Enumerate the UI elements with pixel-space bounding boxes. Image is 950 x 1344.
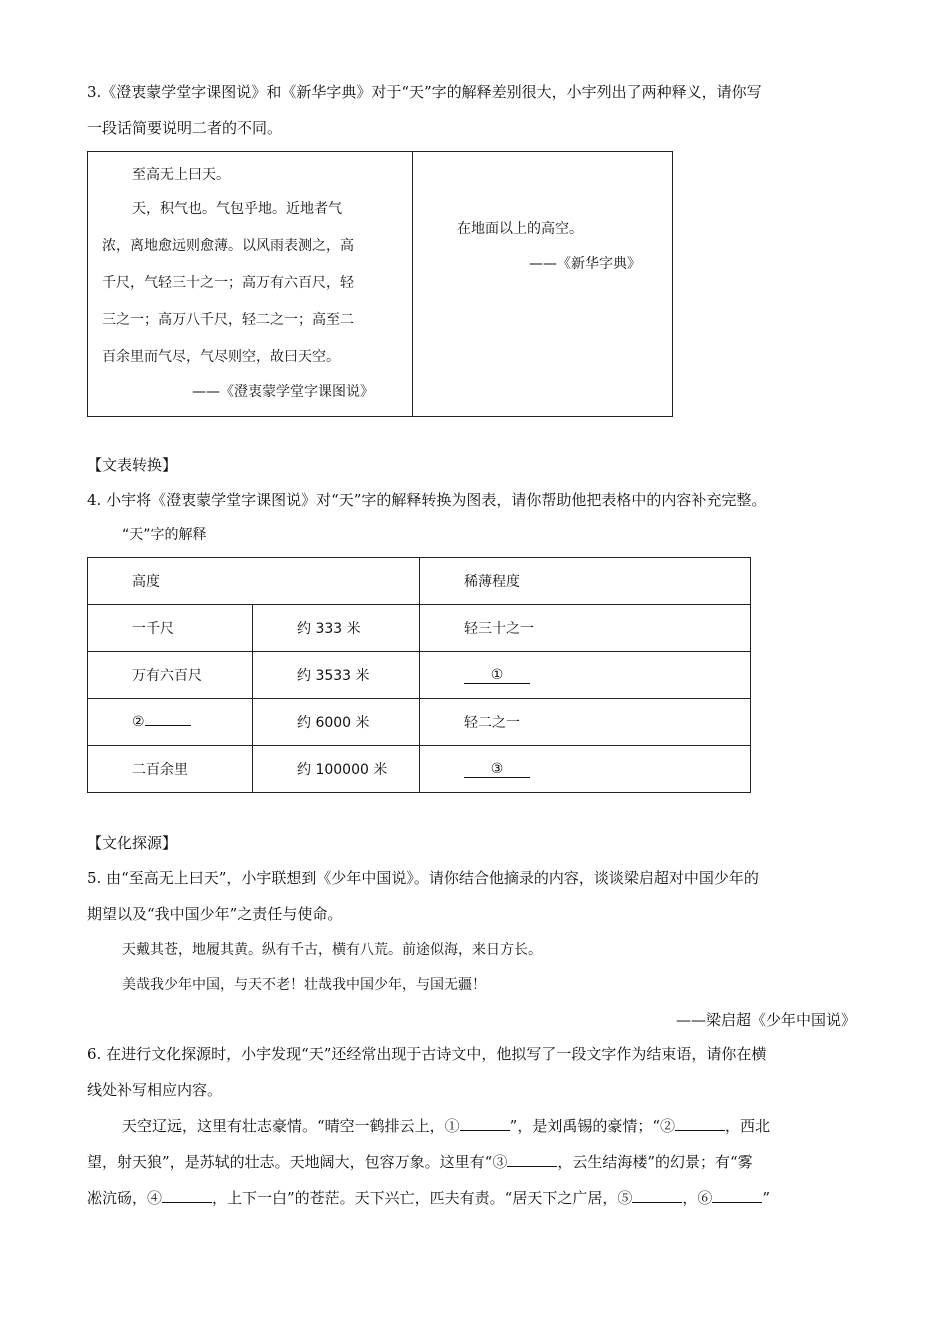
q6-text: ”，是刘禹锡的豪情；“② (509, 1117, 676, 1135)
cell-meters: 约 100000 米 (253, 746, 420, 793)
q3-prompt-line1: 3.《澄衷蒙学堂字课图说》和《新华字典》对于“天”字的解释差别很大，小宇列出了两种释义，请你写 (87, 83, 762, 101)
q3-left-line: 天，积气也。气包乎地。近地者气 (132, 201, 342, 217)
blank-q6-1[interactable] (460, 1130, 510, 1131)
q3-left-line: 百余里而气尽，气尽则空，故曰天空。 (102, 349, 340, 365)
q3-left-line: 至高无上曰天。 (132, 167, 230, 183)
blank-q6-5[interactable] (632, 1202, 682, 1203)
q6-paragraph-line2 (87, 1152, 753, 1172)
q3-definition-table (87, 151, 673, 417)
q6-text: ” (762, 1189, 771, 1207)
q3-right-cell (413, 152, 673, 417)
q6-text: ，⑥ (682, 1189, 713, 1207)
table-row (88, 699, 751, 746)
q3-left-cell (88, 152, 413, 417)
blank-2-line[interactable] (145, 725, 191, 726)
q3-right-text: 在地面以上的高空。 (457, 221, 583, 237)
q3-prompt-line2: 一段话简要说明二者的不同。 (87, 119, 283, 137)
q5-prompt-line1: 5. 由“至高无上曰天”，小宇联想到《少年中国说》。请你结合他摘录的内容，谈谈梁启超对中国少年的 (87, 869, 759, 887)
blank-2-label: ② (132, 714, 145, 730)
blank-q6-3[interactable] (507, 1166, 557, 1167)
blank-3[interactable]: ③ (464, 761, 530, 778)
q6-text: ，西北 (725, 1117, 771, 1135)
blank-q6-2[interactable] (675, 1130, 725, 1131)
cell-thinness-blank[interactable] (420, 652, 751, 699)
cell-meters: 约 333 米 (253, 605, 420, 652)
cell-meters: 约 3533 米 (253, 652, 420, 699)
q4-explanation-table (87, 557, 751, 793)
q3-left-source: ——《澄衷蒙学堂字课图说》 (192, 384, 374, 400)
q3-left-line: 浓，离地愈远则愈薄。以风雨表测之，高 (102, 238, 354, 254)
q6-text: ，云生结海楼”的幻景；有“雾 (557, 1153, 753, 1171)
q6-paragraph-line3 (87, 1188, 770, 1208)
blank-q6-4[interactable] (162, 1202, 212, 1203)
q5-quote-line2: 美哉我少年中国，与天不老！壮哉我中国少年，与国无疆！ (122, 977, 486, 993)
q6-text: 天空辽远，这里有壮志豪情。“晴空一鹤排云上，① (122, 1117, 460, 1135)
blank-1[interactable]: ① (464, 667, 530, 684)
q3-left-line: 三之一；高万八千尺，轻二之一；高至二 (102, 312, 354, 328)
q6-text: 望，射天狼”，是苏轼的壮志。天地阔大，包容万象。这里有“③ (87, 1153, 508, 1171)
q3-left-line: 千尺，气轻三十之一；高万有六百尺，轻 (102, 275, 354, 291)
section-title-table: 【文表转换】 (87, 456, 178, 474)
header-thinness: 稀薄程度 (420, 558, 751, 605)
q6-text: 凇沆砀，④ (87, 1189, 163, 1207)
table-header-row (88, 558, 751, 605)
q5-quote-line1: 天戴其苍，地履其黄。纵有千古，横有八荒。前途似海，来日方长。 (122, 942, 542, 958)
table-row (88, 746, 751, 793)
q6-prompt-line2: 线处补写相应内容。 (87, 1081, 223, 1099)
blank-q6-6[interactable] (712, 1202, 762, 1203)
q6-prompt-line1: 6. 在进行文化探源时，小宇发现“天”还经常出现于古诗文中，他拟写了一段文字作为结束语，请你在横 (87, 1045, 767, 1063)
q3-right-source: ——《新华字典》 (529, 256, 641, 272)
cell-height-blank[interactable] (88, 699, 253, 746)
cell-thinness: 轻三十之一 (420, 605, 751, 652)
cell-height-text: 万有六百尺 (88, 652, 253, 699)
cell-thinness: 轻二之一 (420, 699, 751, 746)
table-row (88, 605, 751, 652)
cell-meters: 约 6000 米 (253, 699, 420, 746)
q5-quote-source: ——梁启超《少年中国说》 (675, 1011, 856, 1029)
q6-text: ，上下一白”的苍茫。天下兴亡，匹夫有责。“居天下之广居，⑤ (212, 1189, 633, 1207)
q4-prompt: 4. 小宇将《澄衷蒙学堂字课图说》对“天”字的解释转换为图表，请你帮助他把表格中的内容补充完整。 (87, 491, 767, 509)
q5-prompt-line2: 期望以及“我中国少年”之责任与使命。 (87, 905, 343, 923)
table-row (88, 652, 751, 699)
header-height: 高度 (88, 558, 420, 605)
cell-height-text: 二百余里 (88, 746, 253, 793)
section-title-culture: 【文化探源】 (87, 834, 178, 852)
q4-table-caption: “天”字的解释 (122, 527, 207, 543)
q6-paragraph-line1 (122, 1116, 770, 1136)
cell-height-text: 一千尺 (88, 605, 253, 652)
cell-thinness-blank[interactable] (420, 746, 751, 793)
